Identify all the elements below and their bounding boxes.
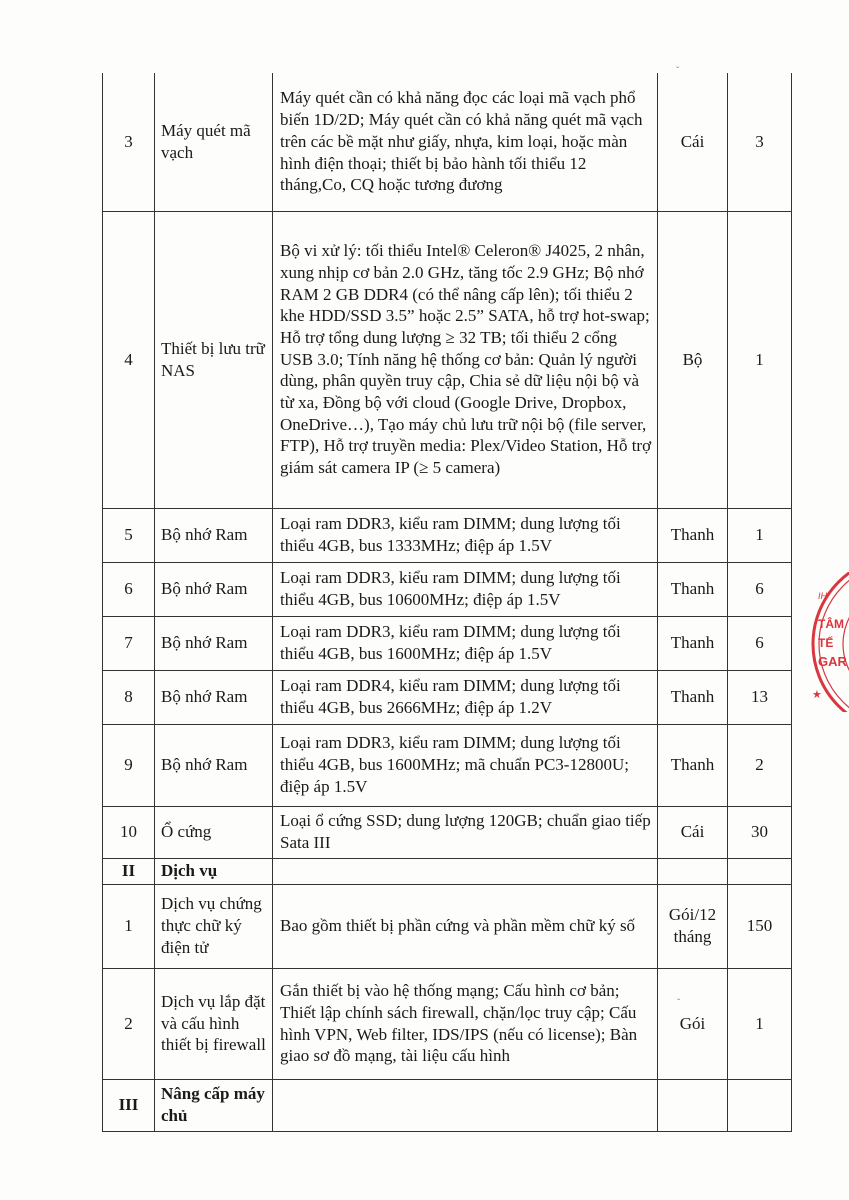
table-row [103,562,792,616]
row-number: 6 [103,562,155,616]
item-quantity: 1 [728,508,792,562]
item-quantity: 13 [728,670,792,724]
item-unit: Gói/12 tháng [658,884,728,968]
item-unit [658,858,728,884]
item-description: Bao gồm thiết bị phần cứng và phần mềm chữ ký số [273,884,658,968]
item-name: Dịch vụ chứng thực chữ ký điện tử [155,884,273,968]
item-description: Máy quét cần có khả năng đọc các loại mã vạch phổ biến 1D/2D; Máy quét cần có khả năng quét mã vạch trên các bề mặt như giấy, nhựa, kim loại, hoặc màn hình điện thoại; thiết bị bảo hành tối thiểu 12 tháng,Co, CQ hoặc tương đương [273,73,658,211]
item-description [273,1079,658,1131]
row-number: 1 [103,884,155,968]
row-number: 3 [103,73,155,211]
item-unit: Cái [658,806,728,858]
item-quantity [728,858,792,884]
item-unit: Thanh [658,670,728,724]
item-description: Gắn thiết bị vào hệ thống mạng; Cấu hình cơ bản; Thiết lập chính sách firewall, chặn/lọc truy cập; Cấu hình VPN, Web filter, IDS/IPS (nếu có license); Bàn giao sơ đồ mạng, tài liệu cấu hình [273,968,658,1079]
item-unit: Thanh [658,562,728,616]
item-quantity: 150 [728,884,792,968]
row-number: 7 [103,616,155,670]
item-unit: Thanh [658,508,728,562]
item-description: Loại ram DDR3, kiểu ram DIMM; dung lượng tối thiểu 4GB, bus 1600MHz; điệp áp 1.5V [273,616,658,670]
item-description: Loại ổ cứng SSD; dung lượng 120GB; chuẩn giao tiếp Sata III [273,806,658,858]
item-name: Bộ nhớ Ram [155,562,273,616]
item-unit: Thanh [658,616,728,670]
table-row [103,968,792,1079]
item-description: Bộ vi xử lý: tối thiểu Intel® Celeron® J4025, 2 nhân, xung nhịp cơ bản 2.0 GHz, tăng tốc 2.9 GHz; Bộ nhớ RAM 2 GB DDR4 (có thể nâng cấp lên); tối thiểu 2 khe HDD/SSD 3.5” hoặc 2.5” SATA, hỗ trợ hot-swap; Hỗ trợ tổng dung lượng ≥ 32 TB; tối thiểu 2 cổng USB 3.0; Tính năng hệ thống cơ bản: Quản lý người dùng, phân quyền truy cập, Chia sẻ dữ liệu nội bộ và từ xa, Đồng bộ với cloud (Google Drive, Dropbox, OneDrive…), Tạo máy chủ lưu trữ nội bộ (file server, FTP), Hỗ trợ truyền media: Plex/Video Station, Hỗ trợ giám sát camera IP (≥ 5 camera) [273,211,658,508]
row-number: 8 [103,670,155,724]
item-description: Loại ram DDR3, kiểu ram DIMM; dung lượng tối thiểu 4GB, bus 1600MHz; mã chuẩn PC3-12800U; điệp áp 1.5V [273,724,658,806]
stamp-text: TẾ [818,636,834,650]
item-description [273,858,658,884]
section-title: Dịch vụ [155,858,273,884]
table-row [103,884,792,968]
row-number: 10 [103,806,155,858]
item-name: Ổ cứng [155,806,273,858]
stamp-text: TÂM [818,617,844,631]
table-row [103,73,792,211]
row-number: 2 [103,968,155,1079]
item-description: Loại ram DDR3, kiểu ram DIMM; dung lượng tối thiểu 4GB, bus 10600MHz; điệp áp 1.5V [273,562,658,616]
item-quantity: 3 [728,73,792,211]
item-description: Loại ram DDR4, kiểu ram DIMM; dung lượng tối thiểu 4GB, bus 2666MHz; điệp áp 1.2V [273,670,658,724]
table-row [103,211,792,508]
item-quantity [728,1079,792,1131]
table-row [103,616,792,670]
star-icon: ★ [812,688,822,701]
section-number: III [103,1079,155,1131]
equipment-table [102,73,792,1132]
section-row [103,858,792,884]
stamp-text: IH [818,591,827,601]
stamp-text: GAR [818,654,847,669]
red-seal-stamp [806,572,849,712]
table-row [103,508,792,562]
row-number: 5 [103,508,155,562]
item-name: Bộ nhớ Ram [155,508,273,562]
table-row [103,670,792,724]
item-unit: Bộ [658,211,728,508]
section-number: II [103,858,155,884]
item-quantity: 1 [728,211,792,508]
item-name: Bộ nhớ Ram [155,616,273,670]
scan-speck: ˇ [676,66,680,77]
table-row [103,724,792,806]
section-row [103,1079,792,1131]
item-unit: Thanh [658,724,728,806]
item-quantity: 30 [728,806,792,858]
item-unit [658,1079,728,1131]
item-unit: Cái [658,73,728,211]
item-quantity: 6 [728,616,792,670]
item-unit: Gói [658,968,728,1079]
item-description: Loại ram DDR3, kiểu ram DIMM; dung lượng tối thiểu 4GB, bus 1333MHz; điệp áp 1.5V [273,508,658,562]
section-title: Nâng cấp máy chủ [155,1079,273,1131]
row-number: 4 [103,211,155,508]
item-name: Bộ nhớ Ram [155,724,273,806]
item-name: Bộ nhớ Ram [155,670,273,724]
item-quantity: 6 [728,562,792,616]
item-name: Máy quét mã vạch [155,73,273,211]
row-number: 9 [103,724,155,806]
item-name: Dịch vụ lắp đặt và cấu hình thiết bị firewall [155,968,273,1079]
item-name: Thiết bị lưu trữ NAS [155,211,273,508]
item-quantity: 1 [728,968,792,1079]
scan-speck: ˇ [677,998,681,1009]
item-quantity: 2 [728,724,792,806]
table-row [103,806,792,858]
